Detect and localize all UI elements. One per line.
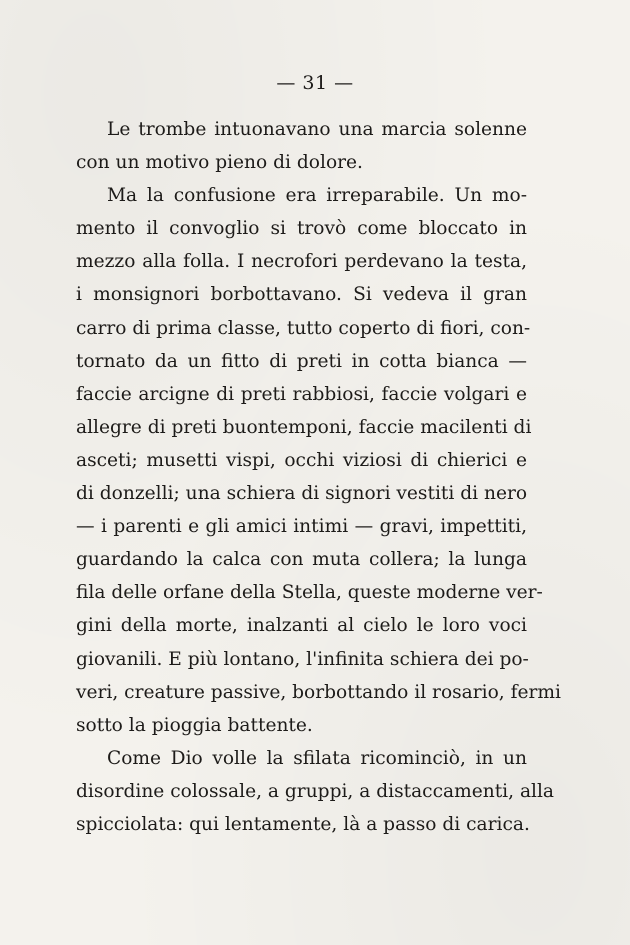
text-line: Le trombe intuonavano una marcia solenne bbox=[107, 119, 527, 140]
text-line: tornato da un fitto di preti in cotta bianca — bbox=[76, 350, 527, 372]
text-line: asceti; musetti vispi, occhi viziosi di chierici e bbox=[76, 449, 527, 471]
paragraph-3 bbox=[76, 742, 555, 841]
text-line: Ma la confusione era irreparabile. Un mo- bbox=[107, 185, 527, 207]
text-line: fila delle orfane della Stella, queste moderne ver- bbox=[76, 582, 543, 604]
text-line: gini della morte, inalzanti al cielo le loro voci bbox=[76, 615, 527, 637]
text-line: guardando la calca con muta collera; la lunga bbox=[76, 549, 527, 571]
page-number: — 31 — bbox=[276, 72, 354, 94]
paragraph-1 bbox=[76, 113, 527, 179]
text-line: di donzelli; una schiera di signori vestiti di nero bbox=[76, 483, 528, 505]
text-line: carro di prima classe, tutto coperto di fiori, con- bbox=[76, 317, 531, 339]
text-line: disordine colossale, a gruppi, a distaccamenti, alla bbox=[76, 780, 555, 802]
text-line: con un motivo pieno di dolore. bbox=[76, 152, 363, 174]
text-line: allegre di preti buontemponi, faccie macilenti di bbox=[76, 416, 532, 438]
text-line: i monsignori borbottavano. Si vedeva il gran bbox=[76, 284, 527, 306]
text-line: — i parenti e gli amici intimi — gravi, impettiti, bbox=[76, 516, 527, 538]
text-line: mento il convoglio si trovò come bloccato in bbox=[76, 218, 527, 240]
text-line: faccie arcigne di preti rabbiosi, faccie volgari e bbox=[76, 383, 527, 405]
text-line: sotto la pioggia battente. bbox=[76, 714, 313, 736]
text-line: Come Dio volle la sfilata ricominciò, in un bbox=[107, 747, 527, 769]
text-line: spicciolata: qui lentamente, là a passo di carica. bbox=[76, 813, 530, 835]
body-text bbox=[76, 113, 561, 841]
text-line: mezzo alla folla. I necrofori perdevano la testa, bbox=[76, 251, 527, 273]
text-line: veri, creature passive, borbottando il rosario, fermi bbox=[76, 681, 561, 703]
text-line: giovanili. E più lontano, l'infinita schiera dei po- bbox=[76, 648, 529, 670]
paragraph-2 bbox=[76, 179, 561, 742]
